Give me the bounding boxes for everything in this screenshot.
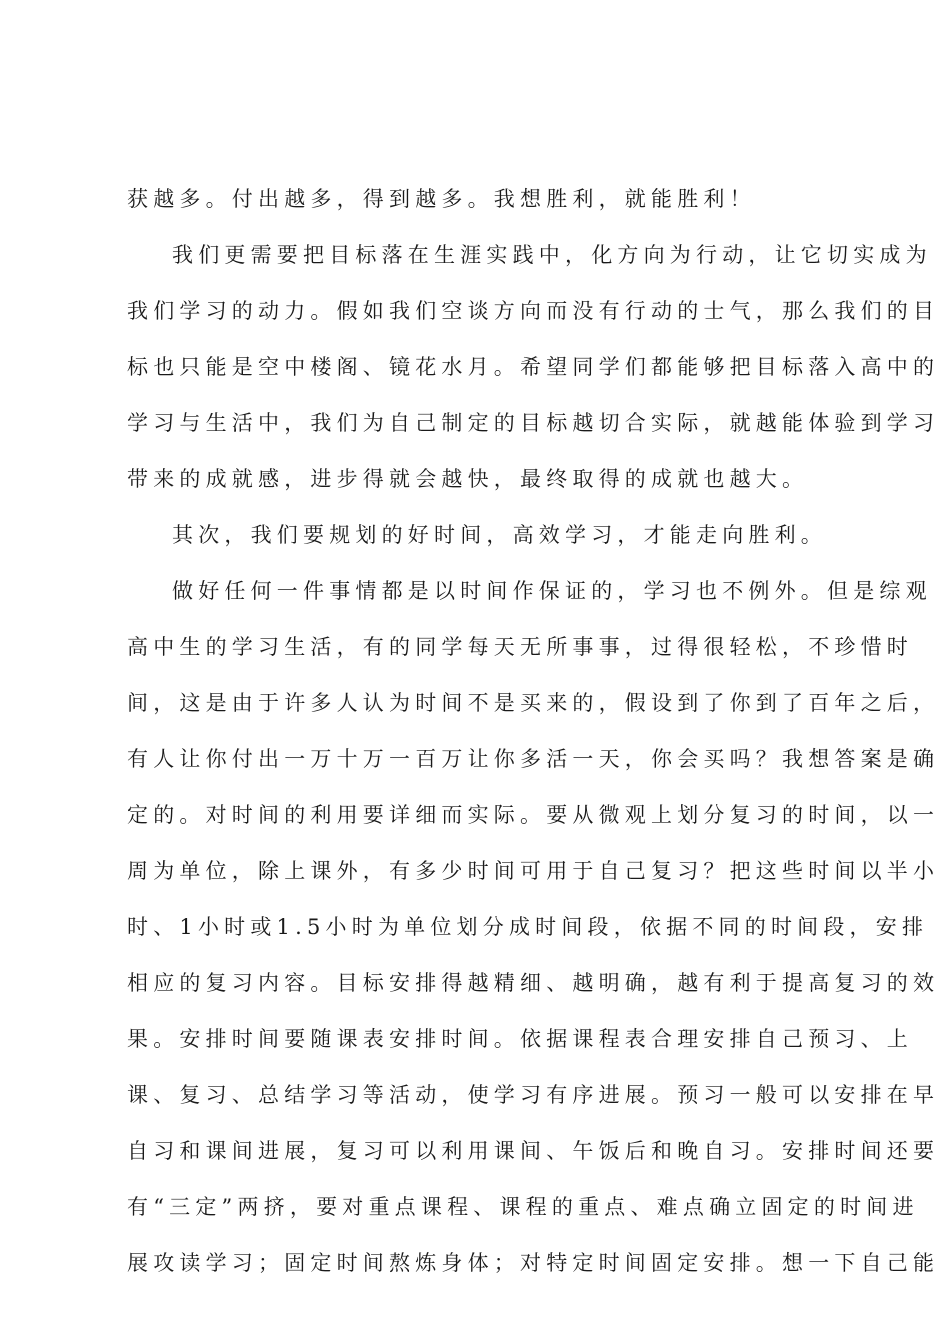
paragraph-start-line: 做好任何一件事情都是以时间作保证的，学习也不例外。但是综观 [172,579,932,603]
text-line: 时、1小时或1.5小时为单位划分成时间段，依据不同的时间段，安排 [127,915,929,939]
text-line: 有人让你付出一万十万一百万让你多活一天，你会买吗？我想答案是确 [127,747,940,771]
text-line: 周为单位，除上课外，有多少时间可用于自己复习？把这些时间以半小 [127,859,940,883]
text-line: 标也只能是空中楼阁、镜花水月。希望同学们都能够把目标落入高中的 [127,355,940,379]
text-line: 自习和课间进展，复习可以利用课间、午饭后和晚自习。安排时间还要 [127,1139,940,1163]
paragraph-start-line: 我们更需要把目标落在生涯实践中，化方向为行动，让它切实成为 [172,243,932,267]
text-line: 定的。对时间的利用要详细而实际。要从微观上划分复习的时间，以一 [127,803,940,827]
text-line: 有“三定”两挤，要对重点课程、课程的重点、难点确立固定的时间进 [127,1195,919,1219]
text-line: 学习与生活中，我们为自己制定的目标越切合实际，就越能体验到学习 [127,411,940,435]
text-line: 间，这是由于许多人认为时间不是买来的，假设到了你到了百年之后， [127,691,940,715]
text-line: 获越多。付出越多，得到越多。我想胜利，就能胜利！ [127,187,756,211]
text-line: 课、复习、总结学习等活动，使学习有序进展。预习一般可以安排在早 [127,1083,940,1107]
text-line: 带来的成就感，进步得就会越快，最终取得的成就也越大。 [127,467,809,491]
text-line: 高中生的学习生活，有的同学每天无所事事，过得很轻松，不珍惜时 [127,635,913,659]
text-line: 我们学习的动力。假如我们空谈方向而没有行动的士气，那么我们的目 [127,299,940,323]
text-line: 果。安排时间要随课表安排时间。依据课程表合理安排自己预习、上 [127,1027,913,1051]
paragraph-start-line: 其次，我们要规划的好时间，高效学习，才能走向胜利。 [172,523,827,547]
text-line: 展攻读学习；固定时间熬炼身体；对特定时间固定安排。想一下自己能 [127,1251,940,1275]
text-line: 相应的复习内容。目标安排得越精细、越明确，越有利于提高复习的效 [127,971,940,995]
